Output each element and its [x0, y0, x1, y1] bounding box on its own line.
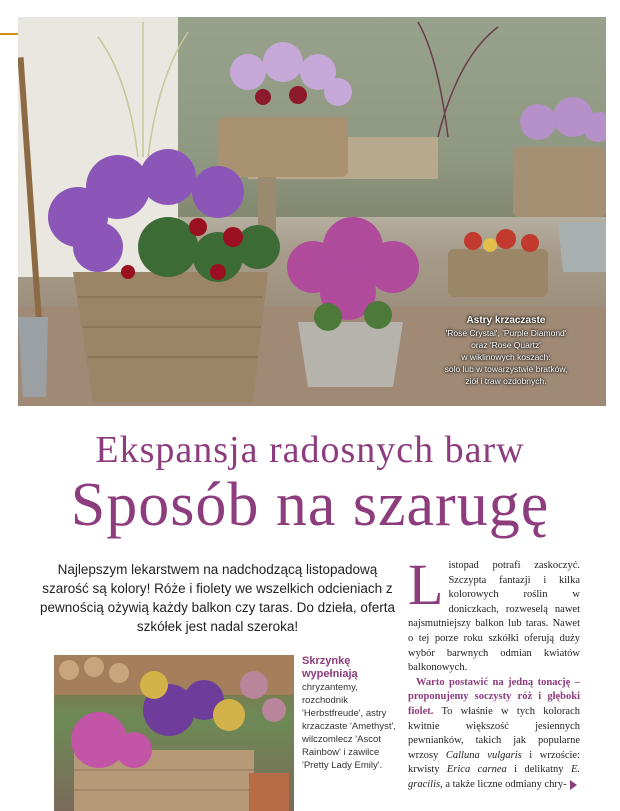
caption-line: oraz 'Rose Quartz'	[471, 340, 541, 350]
sidebar-title: Skrzynkę wypełniają	[302, 655, 358, 680]
latin-name: Calluna vulgaris	[445, 749, 522, 761]
article-body	[408, 552, 580, 793]
article-paragraph-2	[408, 676, 580, 793]
article-text: To właśnie w tych kolorach kwitnie większość jesiennych pewnianków, takich jak popularne wrzosy	[408, 705, 580, 761]
article-text: , a także liczne odmiany chry-	[440, 778, 567, 790]
continue-arrow-icon	[570, 780, 577, 790]
caption-line: 'Rose Crystal', 'Purple Diamond'	[445, 328, 567, 338]
latin-name: Erica carnea	[446, 764, 507, 776]
article-kicker: Ekspansja radosnych barw	[95, 429, 525, 471]
caption-line: solo lub w towarzystwie bratków,	[444, 364, 568, 374]
latin-name: E. gracilis	[408, 764, 580, 790]
hero-caption	[418, 315, 594, 387]
sidebar-text: chryzantemy, rozchodnik 'Herbstfreude', astry krzaczaste 'Amethyst', wilczomlecz 'Ascot Rainbow' i zawilce 'Pretty Lady Emily'.	[302, 682, 396, 771]
article-headline: Sposób na szarugę	[70, 471, 550, 539]
caption-title: Astry krzaczaste	[466, 315, 546, 326]
article-highlight: Warto postawić na jedną tonację – proponujemy soczysty róż i głęboki fiolet.	[408, 676, 580, 717]
hero-photo	[18, 17, 606, 406]
photo-sidebar	[302, 655, 397, 772]
article-text: i delikatny	[506, 764, 571, 776]
article-text: i wrzoście: krwisty	[408, 749, 580, 776]
caption-line: ziół i traw ozdobnych.	[465, 376, 547, 386]
window-box-illustration	[54, 655, 294, 811]
caption-line: w wiklinowych koszach:	[461, 352, 551, 362]
window-box-photo	[54, 655, 294, 811]
drop-cap: L	[408, 552, 444, 617]
lead-paragraph: Najlepszym lekarstwem na nadchodzącą listopadową szarość są kolory! Róże i fiolety we wszelkich odcieniach z pewnością ożywią każdy balkon czy taras. Do dzieła, oferta szkółek jest nadal szeroka!	[40, 562, 395, 634]
article-paragraph-1: istopad potrafi zaskoczyć. Szczypta fantazji i kilka kolorowych roślin w doniczkach, rozweselą nawet najsmutniejszy balkon lub taras. Nawet o tej porze roku szkółki oferują duży wybór barwnych odmian kwiatów balkonowych.	[408, 560, 580, 674]
